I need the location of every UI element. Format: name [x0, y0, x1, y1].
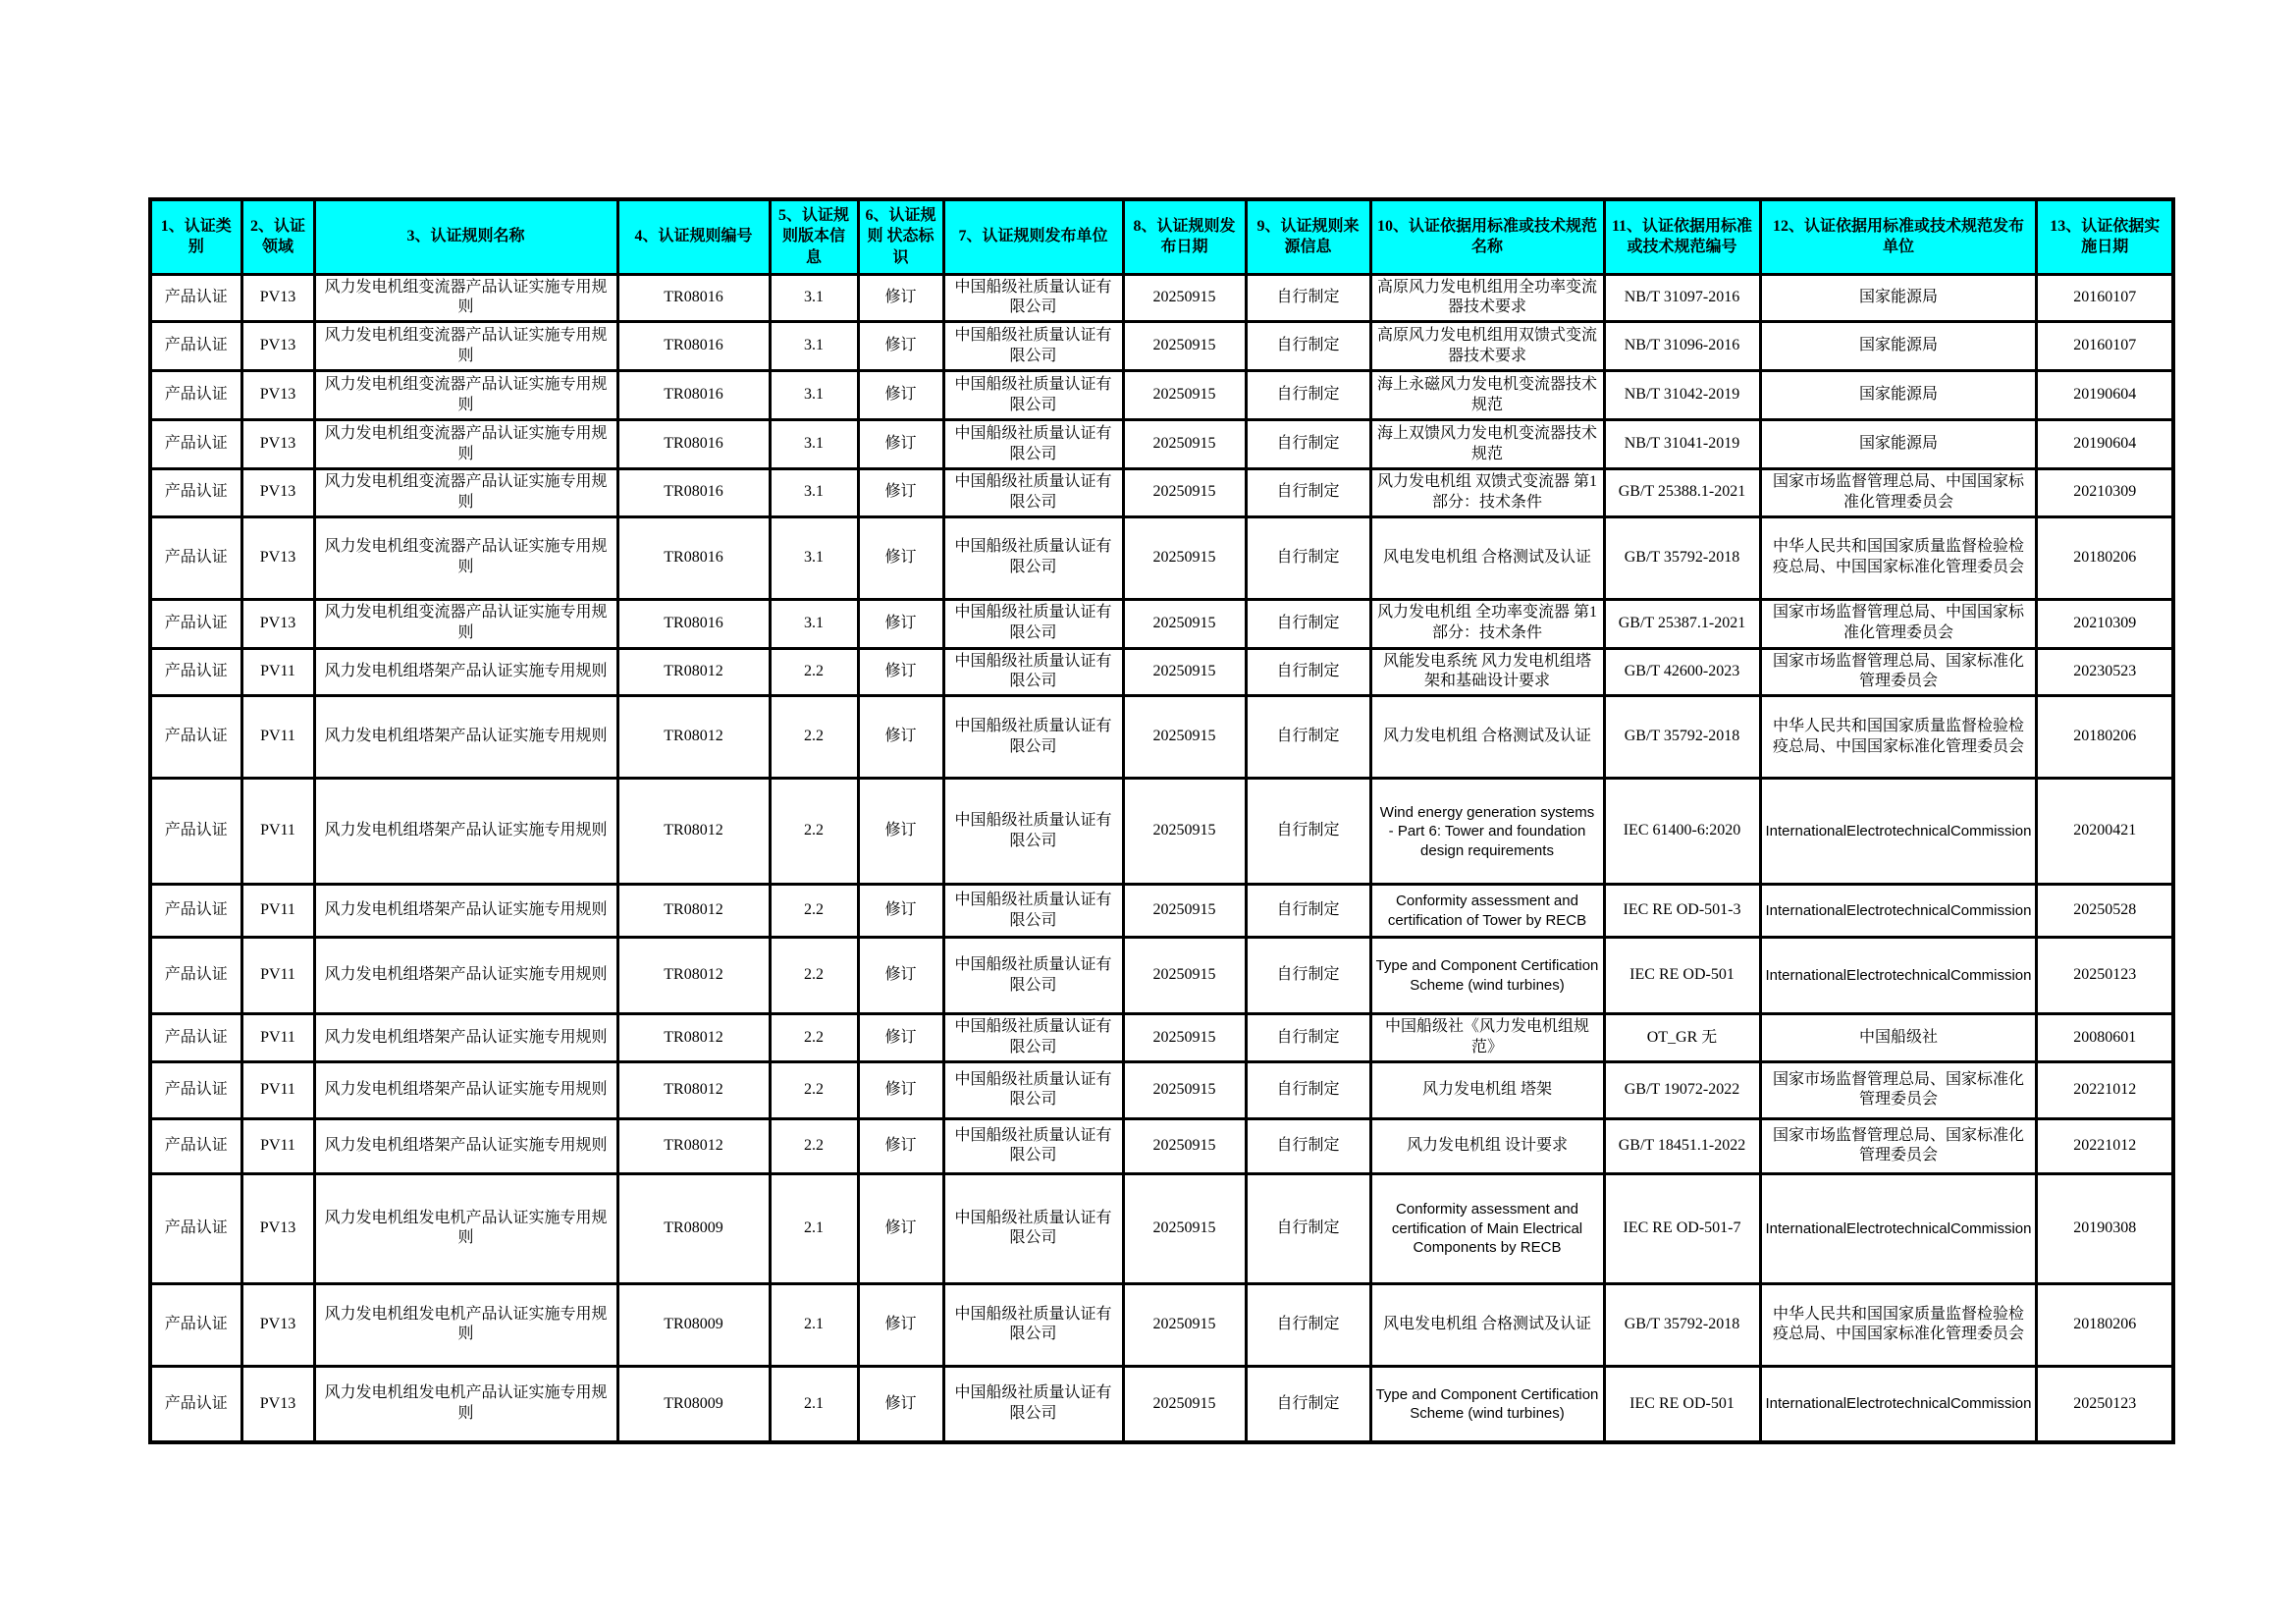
- table-cell: 国家市场监督管理总局、国家标准化管理委员会: [1760, 1061, 2037, 1118]
- table-cell: GB/T 42600-2023: [1604, 648, 1760, 696]
- table-cell: 2.1: [770, 1173, 858, 1283]
- table-cell: 风电发电机组 合格测试及认证: [1370, 516, 1604, 599]
- table-cell: 20250915: [1123, 885, 1246, 938]
- table-cell: 20190604: [2037, 371, 2173, 420]
- table-row: [150, 371, 2173, 420]
- table-row: [150, 779, 2173, 885]
- table-cell: 中国船级社质量认证有限公司: [943, 469, 1123, 517]
- header-cell: 3、认证规则名称: [314, 199, 617, 274]
- table-cell: 20200421: [2037, 779, 2173, 885]
- table-cell: 20250915: [1123, 469, 1246, 517]
- table-cell: 2.2: [770, 885, 858, 938]
- table-cell: 中国船级社质量认证有限公司: [943, 516, 1123, 599]
- table-cell: 20190604: [2037, 420, 2173, 469]
- table-cell: 20250915: [1123, 648, 1246, 696]
- table-cell: 中国船级社质量认证有限公司: [943, 1014, 1123, 1062]
- table-cell: PV13: [241, 599, 314, 648]
- table-cell: 产品认证: [150, 648, 241, 696]
- table-cell: 国家能源局: [1760, 274, 2037, 322]
- table-cell: GB/T 25388.1-2021: [1604, 469, 1760, 517]
- table-cell: 产品认证: [150, 420, 241, 469]
- table-cell: GB/T 19072-2022: [1604, 1061, 1760, 1118]
- table-cell: 国家市场监督管理总局、中国国家标准化管理委员会: [1760, 469, 2037, 517]
- table-cell: 2.1: [770, 1366, 858, 1442]
- table-cell: GB/T 35792-2018: [1604, 516, 1760, 599]
- header-cell: 8、认证规则发布日期: [1123, 199, 1246, 274]
- table-cell: 20160107: [2037, 274, 2173, 322]
- table-cell: PV11: [241, 648, 314, 696]
- table-cell: 中国船级社《风力发电机组规范》: [1370, 1014, 1604, 1062]
- table-cell: 修订: [858, 1366, 943, 1442]
- header-cell: 7、认证规则发布单位: [943, 199, 1123, 274]
- table-cell: TR08016: [617, 516, 770, 599]
- table-cell: GB/T 35792-2018: [1604, 1283, 1760, 1366]
- table-cell: 中国船级社质量认证有限公司: [943, 1118, 1123, 1173]
- table-cell: 产品认证: [150, 274, 241, 322]
- table-cell: 自行制定: [1246, 1366, 1370, 1442]
- table-cell: 修订: [858, 516, 943, 599]
- table-cell: 产品认证: [150, 1118, 241, 1173]
- table-cell: TR08012: [617, 1118, 770, 1173]
- table-cell: 产品认证: [150, 885, 241, 938]
- table-cell: 风力发电机组塔架产品认证实施专用规则: [314, 1014, 617, 1062]
- table-cell: PV13: [241, 1173, 314, 1283]
- table-cell: TR08012: [617, 696, 770, 779]
- table-cell: 国家市场监督管理总局、国家标准化管理委员会: [1760, 1118, 2037, 1173]
- table-cell: 国家能源局: [1760, 322, 2037, 371]
- table-cell: 自行制定: [1246, 322, 1370, 371]
- table-cell: 风力发电机组塔架产品认证实施专用规则: [314, 696, 617, 779]
- table-cell: 2.1: [770, 1283, 858, 1366]
- table-cell: 修订: [858, 371, 943, 420]
- table-cell: 20250915: [1123, 938, 1246, 1014]
- table-cell: Conformity assessment and certification of Main Electrical Components by RECB: [1370, 1173, 1604, 1283]
- table-cell: 风力发电机组 塔架: [1370, 1061, 1604, 1118]
- table-row: [150, 1173, 2173, 1283]
- table-cell: 修订: [858, 938, 943, 1014]
- table-cell: 修订: [858, 420, 943, 469]
- table-cell: TR08016: [617, 322, 770, 371]
- table-cell: InternationalElectrotechnicalCommission: [1760, 885, 2037, 938]
- table-cell: 20250528: [2037, 885, 2173, 938]
- table-cell: PV13: [241, 371, 314, 420]
- table-cell: InternationalElectrotechnicalCommission: [1760, 1366, 2037, 1442]
- table-cell: 修订: [858, 322, 943, 371]
- table-cell: PV13: [241, 1366, 314, 1442]
- table-cell: 风力发电机组塔架产品认证实施专用规则: [314, 938, 617, 1014]
- table-row: [150, 1061, 2173, 1118]
- table-cell: 产品认证: [150, 516, 241, 599]
- table-cell: TR08016: [617, 599, 770, 648]
- table-cell: 修订: [858, 1061, 943, 1118]
- table-cell: 自行制定: [1246, 599, 1370, 648]
- table-row: [150, 469, 2173, 517]
- table-cell: 产品认证: [150, 1366, 241, 1442]
- table-cell: 产品认证: [150, 1283, 241, 1366]
- table-cell: 产品认证: [150, 696, 241, 779]
- table-cell: Type and Component Certification Scheme (wind turbines): [1370, 938, 1604, 1014]
- header-cell: 4、认证规则编号: [617, 199, 770, 274]
- table-cell: 修订: [858, 1173, 943, 1283]
- table-cell: Wind energy generation systems - Part 6: Tower and foundation design requirements: [1370, 779, 1604, 885]
- table-row: [150, 274, 2173, 322]
- table-cell: 3.1: [770, 516, 858, 599]
- table-cell: GB/T 35792-2018: [1604, 696, 1760, 779]
- table-cell: TR08012: [617, 1061, 770, 1118]
- table-cell: 20180206: [2037, 696, 2173, 779]
- table-cell: 中国船级社质量认证有限公司: [943, 938, 1123, 1014]
- table-body: [150, 274, 2173, 1442]
- table-cell: 修订: [858, 274, 943, 322]
- table-cell: 风力发电机组变流器产品认证实施专用规则: [314, 420, 617, 469]
- table-cell: 3.1: [770, 469, 858, 517]
- table-cell: OT_GR 无: [1604, 1014, 1760, 1062]
- table-cell: PV13: [241, 420, 314, 469]
- table-cell: 产品认证: [150, 1014, 241, 1062]
- table-cell: 风力发电机组变流器产品认证实施专用规则: [314, 274, 617, 322]
- table-cell: 2.2: [770, 938, 858, 1014]
- table-cell: 风力发电机组塔架产品认证实施专用规则: [314, 648, 617, 696]
- table-cell: PV13: [241, 274, 314, 322]
- table-cell: 风力发电机组塔架产品认证实施专用规则: [314, 885, 617, 938]
- table-cell: 20190308: [2037, 1173, 2173, 1283]
- table-cell: 20250915: [1123, 1283, 1246, 1366]
- header-cell: 12、认证依据用标准或技术规范发布单位: [1760, 199, 2037, 274]
- table-cell: PV13: [241, 322, 314, 371]
- table-cell: 风力发电机组 设计要求: [1370, 1118, 1604, 1173]
- table-row: [150, 1283, 2173, 1366]
- header-cell: 9、认证规则来源信息: [1246, 199, 1370, 274]
- table-cell: 中华人民共和国国家质量监督检验检疫总局、中国国家标准化管理委员会: [1760, 1283, 2037, 1366]
- table-cell: 风能发电系统 风力发电机组塔架和基础设计要求: [1370, 648, 1604, 696]
- table-cell: 海上永磁风力发电机变流器技术规范: [1370, 371, 1604, 420]
- table-cell: 自行制定: [1246, 1173, 1370, 1283]
- table-cell: PV11: [241, 938, 314, 1014]
- table-cell: TR08012: [617, 1014, 770, 1062]
- table-cell: 风力发电机组塔架产品认证实施专用规则: [314, 1118, 617, 1173]
- table-cell: 产品认证: [150, 371, 241, 420]
- table-cell: 产品认证: [150, 469, 241, 517]
- table-cell: 风电发电机组 合格测试及认证: [1370, 1283, 1604, 1366]
- table-cell: 风力发电机组 合格测试及认证: [1370, 696, 1604, 779]
- table-cell: Type and Component Certification Scheme (wind turbines): [1370, 1366, 1604, 1442]
- table-cell: 中国船级社质量认证有限公司: [943, 599, 1123, 648]
- table-row: [150, 938, 2173, 1014]
- table-cell: IEC 61400-6:2020: [1604, 779, 1760, 885]
- table-cell: 修订: [858, 696, 943, 779]
- table-cell: 自行制定: [1246, 779, 1370, 885]
- table-cell: 20250915: [1123, 1366, 1246, 1442]
- table-cell: 风力发电机组 全功率变流器 第1部分：技术条件: [1370, 599, 1604, 648]
- table-header: [150, 199, 2173, 274]
- table-cell: 3.1: [770, 599, 858, 648]
- table-cell: 20210309: [2037, 469, 2173, 517]
- table-cell: 修订: [858, 1118, 943, 1173]
- table-cell: 中国船级社质量认证有限公司: [943, 1283, 1123, 1366]
- table-row: [150, 1118, 2173, 1173]
- table-cell: 产品认证: [150, 1173, 241, 1283]
- table-cell: 20180206: [2037, 1283, 2173, 1366]
- table-cell: 修订: [858, 1014, 943, 1062]
- table-cell: TR08016: [617, 469, 770, 517]
- table-cell: 20250915: [1123, 1061, 1246, 1118]
- table-cell: 20250915: [1123, 516, 1246, 599]
- table-cell: 3.1: [770, 420, 858, 469]
- table-cell: PV11: [241, 1118, 314, 1173]
- table-cell: 国家市场监督管理总局、中国国家标准化管理委员会: [1760, 599, 2037, 648]
- table-cell: GB/T 25387.1-2021: [1604, 599, 1760, 648]
- table-cell: IEC RE OD-501-3: [1604, 885, 1760, 938]
- table-cell: 20210309: [2037, 599, 2173, 648]
- table-cell: IEC RE OD-501-7: [1604, 1173, 1760, 1283]
- table-cell: 产品认证: [150, 779, 241, 885]
- table-cell: 中华人民共和国国家质量监督检验检疫总局、中国国家标准化管理委员会: [1760, 516, 2037, 599]
- table-cell: 20221012: [2037, 1118, 2173, 1173]
- table-cell: 产品认证: [150, 938, 241, 1014]
- table-cell: PV11: [241, 1061, 314, 1118]
- table-cell: 自行制定: [1246, 648, 1370, 696]
- table-cell: 风力发电机组变流器产品认证实施专用规则: [314, 469, 617, 517]
- table-cell: 风力发电机组塔架产品认证实施专用规则: [314, 779, 617, 885]
- table-cell: 国家市场监督管理总局、国家标准化管理委员会: [1760, 648, 2037, 696]
- table-cell: 国家能源局: [1760, 420, 2037, 469]
- table-cell: 中国船级社质量认证有限公司: [943, 322, 1123, 371]
- table-cell: IEC RE OD-501: [1604, 938, 1760, 1014]
- table-cell: 20250915: [1123, 371, 1246, 420]
- table-cell: 2.2: [770, 1014, 858, 1062]
- table-cell: 20250123: [2037, 1366, 2173, 1442]
- table-cell: 自行制定: [1246, 1061, 1370, 1118]
- table-cell: TR08012: [617, 779, 770, 885]
- table-cell: InternationalElectrotechnicalCommission: [1760, 779, 2037, 885]
- table-cell: 中国船级社质量认证有限公司: [943, 696, 1123, 779]
- table-cell: 中国船级社质量认证有限公司: [943, 1061, 1123, 1118]
- table-cell: TR08012: [617, 938, 770, 1014]
- table-row: [150, 696, 2173, 779]
- table-cell: 中国船级社质量认证有限公司: [943, 1366, 1123, 1442]
- table-cell: 自行制定: [1246, 371, 1370, 420]
- table-cell: 中国船级社: [1760, 1014, 2037, 1062]
- table-cell: 2.2: [770, 1118, 858, 1173]
- table-cell: 20250915: [1123, 779, 1246, 885]
- table-cell: 高原风力发电机组用全功率变流器技术要求: [1370, 274, 1604, 322]
- table-cell: NB/T 31041-2019: [1604, 420, 1760, 469]
- table-row: [150, 322, 2173, 371]
- table-cell: 自行制定: [1246, 420, 1370, 469]
- table-cell: TR08016: [617, 420, 770, 469]
- table-cell: 中国船级社质量认证有限公司: [943, 274, 1123, 322]
- table-cell: 风力发电机组发电机产品认证实施专用规则: [314, 1283, 617, 1366]
- table-cell: TR08012: [617, 648, 770, 696]
- table-row: [150, 420, 2173, 469]
- table-cell: 修订: [858, 779, 943, 885]
- table-cell: TR08009: [617, 1173, 770, 1283]
- table-cell: 风力发电机组变流器产品认证实施专用规则: [314, 599, 617, 648]
- table-cell: 国家能源局: [1760, 371, 2037, 420]
- table-cell: 20250915: [1123, 599, 1246, 648]
- table-row: [150, 1366, 2173, 1442]
- table-cell: NB/T 31096-2016: [1604, 322, 1760, 371]
- header-cell: 6、认证规则 状态标识: [858, 199, 943, 274]
- table-cell: 自行制定: [1246, 1014, 1370, 1062]
- table-cell: 风力发电机组塔架产品认证实施专用规则: [314, 1061, 617, 1118]
- table-cell: 风力发电机组发电机产品认证实施专用规则: [314, 1173, 617, 1283]
- table-cell: 自行制定: [1246, 1283, 1370, 1366]
- header-cell: 1、认证类别: [150, 199, 241, 274]
- certification-rules-table: [148, 197, 2175, 1444]
- table-cell: 20180206: [2037, 516, 2173, 599]
- header-cell: 2、认证领域: [241, 199, 314, 274]
- table-cell: PV11: [241, 696, 314, 779]
- table-cell: 中国船级社质量认证有限公司: [943, 779, 1123, 885]
- table-row: [150, 885, 2173, 938]
- table-cell: 中国船级社质量认证有限公司: [943, 420, 1123, 469]
- table-cell: 自行制定: [1246, 696, 1370, 779]
- table-cell: TR08012: [617, 885, 770, 938]
- table-cell: 修订: [858, 885, 943, 938]
- table-cell: 20250915: [1123, 1014, 1246, 1062]
- table-cell: 修订: [858, 1283, 943, 1366]
- header-cell: 5、认证规则版本信息: [770, 199, 858, 274]
- table-cell: NB/T 31097-2016: [1604, 274, 1760, 322]
- table-cell: 2.2: [770, 1061, 858, 1118]
- table-row: [150, 1014, 2173, 1062]
- table-cell: 20221012: [2037, 1061, 2173, 1118]
- table-cell: TR08009: [617, 1366, 770, 1442]
- table-cell: 高原风力发电机组用双馈式变流器技术要求: [1370, 322, 1604, 371]
- table-cell: 20250915: [1123, 322, 1246, 371]
- table-cell: 自行制定: [1246, 516, 1370, 599]
- table-cell: 自行制定: [1246, 885, 1370, 938]
- table-cell: PV11: [241, 779, 314, 885]
- table-cell: 中国船级社质量认证有限公司: [943, 648, 1123, 696]
- table-cell: 风力发电机组变流器产品认证实施专用规则: [314, 371, 617, 420]
- table-cell: 2.2: [770, 648, 858, 696]
- table-cell: Conformity assessment and certification of Tower by RECB: [1370, 885, 1604, 938]
- table-cell: TR08009: [617, 1283, 770, 1366]
- table-cell: 修订: [858, 599, 943, 648]
- table-row: [150, 599, 2173, 648]
- table-cell: 20250915: [1123, 420, 1246, 469]
- table-cell: 修订: [858, 469, 943, 517]
- table-cell: 20250915: [1123, 696, 1246, 779]
- table-cell: TR08016: [617, 371, 770, 420]
- table-cell: 风力发电机组变流器产品认证实施专用规则: [314, 322, 617, 371]
- table-cell: PV13: [241, 469, 314, 517]
- table-row: [150, 648, 2173, 696]
- table-cell: 中国船级社质量认证有限公司: [943, 371, 1123, 420]
- table-cell: 20080601: [2037, 1014, 2173, 1062]
- table-cell: 20230523: [2037, 648, 2173, 696]
- table-cell: IEC RE OD-501: [1604, 1366, 1760, 1442]
- table-cell: InternationalElectrotechnicalCommission: [1760, 938, 2037, 1014]
- table-cell: 20250915: [1123, 1118, 1246, 1173]
- table-cell: 20250915: [1123, 1173, 1246, 1283]
- table-cell: 海上双馈风力发电机变流器技术规范: [1370, 420, 1604, 469]
- table-cell: 2.2: [770, 696, 858, 779]
- table-cell: 产品认证: [150, 322, 241, 371]
- table-cell: NB/T 31042-2019: [1604, 371, 1760, 420]
- table-row: [150, 516, 2173, 599]
- table-cell: PV11: [241, 885, 314, 938]
- table-cell: 3.1: [770, 371, 858, 420]
- header-cell: 11、认证依据用标准或技术规范编号: [1604, 199, 1760, 274]
- table-cell: 产品认证: [150, 1061, 241, 1118]
- header-cell: 10、认证依据用标准或技术规范名称: [1370, 199, 1604, 274]
- table-cell: 20250915: [1123, 274, 1246, 322]
- table-cell: 自行制定: [1246, 1118, 1370, 1173]
- table-cell: 中国船级社质量认证有限公司: [943, 1173, 1123, 1283]
- table-cell: 风力发电机组发电机产品认证实施专用规则: [314, 1366, 617, 1442]
- table-cell: 20160107: [2037, 322, 2173, 371]
- table-cell: 修订: [858, 648, 943, 696]
- table-cell: 风力发电机组变流器产品认证实施专用规则: [314, 516, 617, 599]
- header-cell: 13、认证依据实施日期: [2037, 199, 2173, 274]
- table-cell: TR08016: [617, 274, 770, 322]
- table-cell: 自行制定: [1246, 274, 1370, 322]
- table-cell: InternationalElectrotechnicalCommission: [1760, 1173, 2037, 1283]
- header-row: [150, 199, 2173, 274]
- table-cell: PV11: [241, 1014, 314, 1062]
- table-cell: 自行制定: [1246, 469, 1370, 517]
- table-cell: 风力发电机组 双馈式变流器 第1部分：技术条件: [1370, 469, 1604, 517]
- table-cell: PV13: [241, 1283, 314, 1366]
- table-cell: PV13: [241, 516, 314, 599]
- table-cell: 20250123: [2037, 938, 2173, 1014]
- table-cell: GB/T 18451.1-2022: [1604, 1118, 1760, 1173]
- table-cell: 产品认证: [150, 599, 241, 648]
- table-cell: 3.1: [770, 274, 858, 322]
- table-cell: 自行制定: [1246, 938, 1370, 1014]
- table-cell: 中国船级社质量认证有限公司: [943, 885, 1123, 938]
- table-cell: 中华人民共和国国家质量监督检验检疫总局、中国国家标准化管理委员会: [1760, 696, 2037, 779]
- table-cell: 3.1: [770, 322, 858, 371]
- table-cell: 2.2: [770, 779, 858, 885]
